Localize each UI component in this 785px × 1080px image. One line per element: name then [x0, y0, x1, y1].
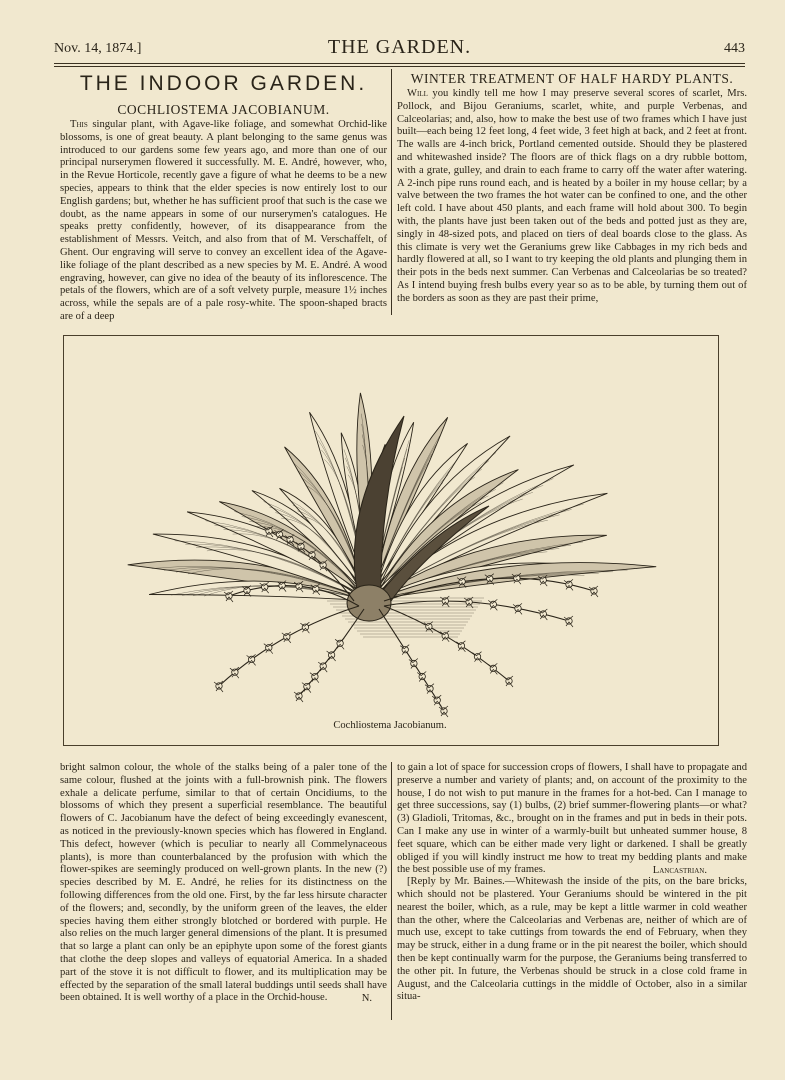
journal-title: THE GARDEN. [327, 36, 472, 58]
article2-paragraph-2: to gain a lot of space for succession crops of flowers, I shall have to propagate and preserve a number and variety of plants; and, on account of the proximity to the house, I do not wish to put manure in the frames for a hot-bed. Can I manage to get three successions, say (1) bulbs, (2) brief summer-flowering plants—or what? (3) Gladioli, Tritomas, &c., brought on in the frames and put in beds in their pots. Can I make any use in winter of a warmly-built but unheated summer house, 8 feet square, which can be either made very light or darkened. I shall be greatly obliged if you will kindly instruct me how to treat my bedding plants and make the best possible use of my frames. [397, 762, 747, 876]
reply-intro: [Reply by Mr. Baines. [407, 876, 505, 888]
issue-date: Nov. 14, 1874.] [54, 41, 142, 56]
engraving-caption: Cochliostema Jacobianum. [333, 720, 447, 731]
column-divider-bottom [391, 762, 392, 1020]
article2-signature: Lancastrian. [652, 865, 707, 877]
cochliostema-engraving-image [64, 336, 718, 745]
article2-first-word: Will [407, 88, 428, 99]
article2-text-1: you kindly tell me how I may preserve several scores of scarlet, Mrs. Pollock, and Bijou Geraniums, scarlet, white, and purple Verbenas, and Calceolarias; and, also, how to make the best use of two frames which I have just built—each being 12 feet long, 4 feet wide, 3 feet high at back, and 2 feet at front. The walls are 4-inch brick, Portland cemented outside. Should they be plastered and whitewashed inside? The floors are of thick flags on a dry rubble bottom, with a grate, gulley, and drain to each frame to carry off the water after watering. A 2-inch pipe runs round each, and is heated by a boiler in my house cellar; by a valve between the two frames the hot water can be confined to one, and the other left cold. I have about 450 plants, and each frame will hold about 300. To begin with, the plants have just been taken out of the beds and potted just as they are, singly in 48-sized pots, and placed on tiers of deal boards close to the glass. As this climate is very wet the Geraniums grew like Cabbages in my rich beds and hardly flowered at all, so I want to try keeping the old plants and plunging them in their pots in the beds next summer. Can Verbenas and Calceolarias be so treated? As I intend buying fresh bulbs every year so as to be able, by turning them out of the borders as soon as they are past their prime, [397, 88, 747, 304]
article-title-cochliostema: COCHLIOSTEMA JACOBIANUM. [117, 102, 330, 117]
article1-text-1: singular plant, with Agave-like foliage, and somewhat Orchid-like blossoms, is one of great beauty. A plant belonging to the same genus was introduced to our gardens some few years ago, and more than one of our principal nurserymen flowered it successfully. M. E. André, however, who, in the Revue Horticole, recently gave a figure of what he deems to be a new species, appears to think that the elder species is now entirely lost to our English gardens; but, whether he has sufficient proof that such is the case we doubt, as the name appears in some of our nurserymen's catalogues. He speaks pretty confidently, however, of its disappearance from the establishment of Messrs. Veitch, and also from that of M. Verschaffelt, of Ghent. Our engraving will serve to convey an excellent idea of the Agave-like foliage of the plant described as a new species by M. E. André. A wood engraving, however, can give no idea of the beauty of its inflorescence. The petals of the flowers, which are of a soft velvety purple, measure 1½ inches across, while the sepals are of a pale rosy-white. The spoon-shaped bracts are of a deep [60, 119, 387, 322]
header-rule-top [54, 63, 745, 64]
article2-paragraph-1 [397, 88, 747, 306]
column-divider-top [391, 69, 392, 315]
article-title-winter-treatment: WINTER TREATMENT OF HALF HARDY PLANTS. [410, 71, 734, 86]
running-header [54, 38, 745, 62]
right-column-top [397, 70, 747, 316]
article1-paragraph-2: bright salmon colour, the whole of the stalks being of a paler tone of the same colour, flushed at the joints with a full-brownish pink. The flowers exhale a delicate perfume, similar to that of certain Oncidiums, to the blossoms of which they present a superficial resemblance. The beautiful flowers of C. Jacobianum have the defect of being exceedingly evanescent, as noticed in the previously-known species which has flowered in England. This defect, however (which is peculiar to nearly all Commelynaceous plants), is more than counterbalanced by the profusion with which the flower-spikes are seemingly produced on well-grown plants. In the new (?) species described by M. E. André, he relies for its distinctness on the following differences from the old one. First, by the far less hirsute character of the flowers; and, secondly, by the uniform green of the leaves, the elder species having them either strongly blotched or bordered with purple. He also relies on the much larger general dimensions of the plant. It is presumed that so large a plant can only be an epiphyte upon some of the forest giants that clothe the deep slopes and valleys of equatorial America. In a shaded part of the stove it is not difficult to flower, and its multiplication may be effected by the separation of the small lateral buddings until seeds shall have been obtained. It is well worthy of a place in the Orchid-house. [60, 762, 387, 1004]
right-column-bottom [397, 762, 747, 1020]
article2-reply [397, 876, 747, 1004]
left-column-bottom [60, 762, 387, 1020]
header-rule-bottom [54, 66, 745, 67]
article1-signature: N. [361, 993, 372, 1005]
article1-paragraph-1 [60, 119, 387, 324]
reply-text: —Whitewash the inside of the pits, on the bare bricks, which should not be plastered. Your Geraniums should be wintered in the pit nearest the boiler, which, as a rule, may be kept a little warmer in cold weather than the other, where the Calceolarias and Verbenas are, neither of which are of much use, except to take cuttings from towards the end of February, when they may be struck, either in a dung frame or in the pit nearest the boiler, which should then be kept continually warm for the purpose, the Geraniums being transferred to the other pit. In future, the Verbenas should be struck in a close cold frame in August, and the Calceolaria cuttings in the middle of October, also in a similar situa- [397, 876, 747, 1003]
plant-engraving [63, 335, 719, 746]
left-column-top [60, 70, 387, 322]
page-number: 443 [724, 41, 745, 56]
article1-first-word: This [70, 119, 88, 130]
section-title: THE INDOOR GARDEN. [79, 72, 368, 95]
